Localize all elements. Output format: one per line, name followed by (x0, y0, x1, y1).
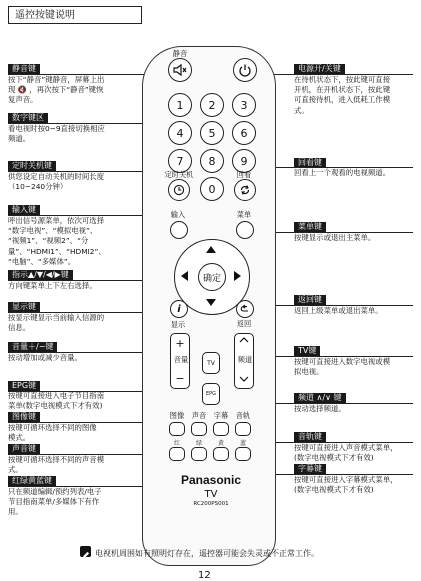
pencil-note-icon (80, 546, 91, 557)
picture-button[interactable] (169, 422, 185, 436)
leader-menu (252, 232, 413, 233)
leader-digits (8, 123, 164, 124)
power-key-heading: 电源开/关键 (294, 64, 345, 74)
digit-6-button[interactable]: 6 (232, 121, 256, 145)
model-name: TV (204, 489, 218, 500)
epg-button[interactable]: EPG (202, 383, 220, 405)
tv-key-desc: 按键可直接进入数字电视或模 拟电视。 (294, 357, 391, 377)
blue-label: 蓝 (239, 440, 246, 447)
red-button[interactable] (169, 447, 185, 461)
display-label: 显示 (170, 320, 186, 329)
channel-up-button[interactable] (235, 336, 253, 347)
green-label: 绿 (195, 440, 202, 447)
return-key-heading: 返回键 (294, 295, 326, 305)
sound-key-desc: 按键可循环选择不同的声音模 式。 (8, 455, 105, 475)
leader-return (252, 305, 413, 306)
volume-key-desc: 按动增加或减少音量。 (8, 353, 82, 362)
leader-recall (256, 167, 413, 168)
sound-label: 声音 (191, 411, 207, 420)
menu-button[interactable] (236, 221, 254, 239)
chevron-up-icon (239, 336, 249, 344)
subtitle-label: 字幕 (213, 411, 229, 420)
digit-keys-desc: 看电视时按0~9直接切换相应 频道。 (8, 124, 105, 144)
channel-down-button[interactable] (235, 373, 253, 386)
tv-button[interactable]: TV (202, 352, 220, 374)
mute-key-heading: 静音键 (8, 64, 40, 74)
leader-mute (8, 74, 156, 75)
audio-key-desc: 按键可直接进入声音模式菜单， (数字电视模式下才有效) (294, 443, 398, 463)
volume-up-button[interactable]: + (175, 337, 185, 350)
input-key-desc: 呼出信号源菜单，依次可选择 “数字电视”、“模拟电视”、 “视频1”、“视频2”、“分 量”、“HDMI1”、“HDMI2”、 “电脑”、“多媒体”。 (8, 216, 106, 266)
recall-icon (239, 184, 251, 196)
subtitle-button[interactable] (213, 422, 229, 436)
audio-track-label: 音轨 (235, 411, 251, 420)
mute-button[interactable] (168, 58, 192, 82)
timer-button[interactable] (168, 179, 190, 201)
power-key-desc: 在待机状态下，按此键可直接 开机，在开机状态下，按此键 可直接待机，进入低耗工作模 式。 (294, 75, 391, 115)
yellow-button[interactable] (213, 447, 229, 461)
sound-key-heading: 声音键 (8, 444, 40, 454)
timer-key-desc: 供您设定自动关机的时间长度 （10~240分钟） (8, 172, 105, 192)
audio-track-button[interactable] (235, 422, 251, 436)
digit-7-button[interactable]: 7 (168, 149, 192, 173)
info-icon: i (177, 303, 181, 315)
volume-down-button[interactable]: − (175, 372, 185, 385)
epg-key-desc: 按键可直接进入电子节目指南 菜单(数字电视模式下才有效) (8, 391, 105, 411)
pencil-icon (80, 550, 91, 561)
picture-key-heading: 图像键 (8, 412, 40, 422)
tv-key-heading: TV键 (294, 346, 320, 356)
green-button[interactable] (191, 447, 207, 461)
menu-key-desc: 按键显示或退出主菜单。 (294, 233, 376, 242)
volume-label: 音量 (173, 355, 189, 364)
power-button[interactable] (233, 58, 257, 82)
menu-label: 菜单 (236, 210, 252, 219)
arrow-keys-desc: 方向键菜单上下左右选择。 (8, 281, 97, 290)
channel-label: 频道 (237, 355, 253, 364)
display-key-desc: 按显示键显示当前输入信源的 信息。 (8, 313, 105, 333)
mute-key-desc: 按下“静音”键静音，屏幕上出 现 🔇 ，再次按下“静音”键恢 复声音。 (8, 75, 105, 105)
color-keys-desc: 只在频道编辑/预约列表/电子 节目指南菜单/多媒体下有作 用。 (8, 487, 102, 517)
return-key-desc: 返回上级菜单或退出菜单。 (294, 306, 383, 315)
digit-5-button[interactable]: 5 (200, 121, 224, 145)
footnote: 电视机周围如有照明灯存在，遥控器可能会失灵或不正常工作。 (95, 549, 319, 558)
ok-button[interactable]: 确定 (198, 263, 226, 291)
yellow-label: 黄 (217, 440, 224, 447)
page-title: 遥控按键说明 (8, 6, 142, 24)
arrow-keys-heading: 指示▲/▼/◀/▶键 (8, 270, 73, 280)
power-icon (238, 63, 252, 77)
display-button[interactable] (170, 300, 188, 318)
timer-label: 定时关机 (164, 170, 194, 179)
red-label: 红 (173, 440, 180, 447)
leader-audio (260, 442, 413, 443)
display-key-heading: 显示键 (8, 302, 40, 312)
digit-keys-heading: 数字键区 (8, 113, 48, 123)
channel-key-desc: 按动选择频道。 (294, 404, 346, 413)
recall-key-desc: 回看上一个观看的电视频道。 (294, 168, 391, 177)
input-key-heading: 输入键 (8, 205, 40, 215)
subtitle-key-desc: 按键可直接进入字幕模式菜单， (数字电视模式下才有效) (294, 475, 398, 495)
picture-key-desc: 按键可循环选择不同的图像 模式。 (8, 423, 97, 443)
input-button[interactable] (170, 221, 188, 239)
mute-label: 静音 (172, 49, 188, 58)
return-label: 返回 (236, 319, 252, 328)
color-keys-heading: 红绿黄蓝键 (8, 476, 56, 486)
digit-4-button[interactable]: 4 (168, 121, 192, 145)
model-code: RC200PS001 (193, 501, 229, 507)
digit-3-button[interactable]: 3 (232, 93, 256, 117)
picture-label: 图像 (169, 411, 185, 420)
subtitle-key-heading: 字幕键 (294, 464, 326, 474)
chevron-down-icon (239, 375, 249, 383)
volume-rocker (170, 333, 190, 389)
audio-key-heading: 音轨键 (294, 432, 326, 442)
digit-9-button[interactable]: 9 (232, 149, 256, 173)
sound-button[interactable] (191, 422, 207, 436)
digit-1-button[interactable]: 1 (168, 93, 192, 117)
blue-button[interactable] (235, 447, 251, 461)
recall-key-heading: 回看键 (294, 158, 326, 168)
leader-channel (252, 403, 413, 404)
recall-button[interactable] (234, 179, 256, 201)
input-label: 输入 (170, 210, 186, 219)
mute-icon (173, 63, 187, 77)
return-button[interactable] (236, 300, 254, 318)
clock-icon (173, 184, 185, 196)
timer-key-heading: 定时关机键 (8, 161, 56, 171)
epg-key-heading: EPG键 (8, 381, 40, 391)
digit-0-button[interactable]: 0 (200, 177, 224, 201)
volume-key-heading: 音量＋/−键 (8, 342, 57, 352)
digit-2-button[interactable]: 2 (200, 93, 224, 117)
channel-key-heading: 频道 ∧/∨ 键 (294, 393, 346, 403)
digit-8-button[interactable]: 8 (200, 149, 224, 173)
page-number: 12 (198, 570, 211, 581)
recall-label: 回看 (236, 170, 252, 179)
channel-rocker (234, 333, 254, 389)
brand-logo: Panasonic (180, 473, 242, 487)
return-icon (240, 304, 250, 314)
menu-key-heading: 菜单键 (294, 222, 326, 232)
